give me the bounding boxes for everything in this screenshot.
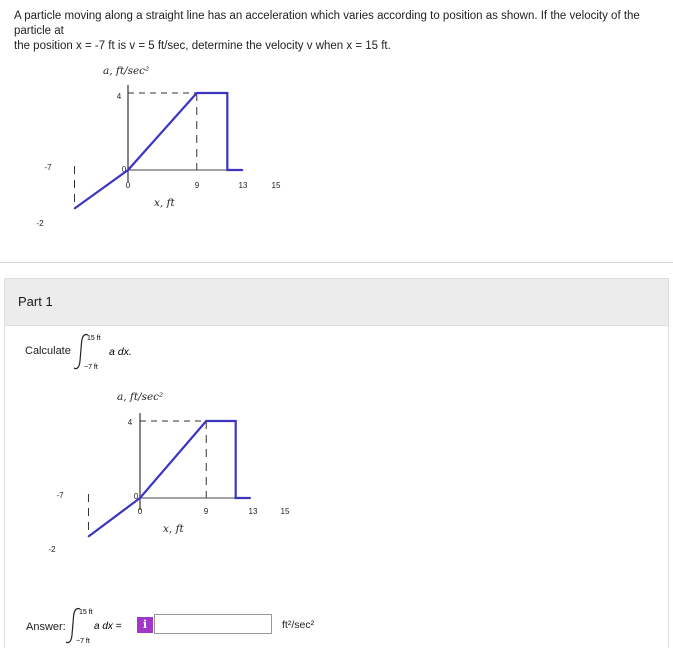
problem-section [0,0,673,263]
acceleration-curve [75,93,243,209]
y-tick-4: 4 [116,92,122,101]
x-tick-0: 0 [137,507,143,516]
origin-label: 0 [133,492,139,501]
curve-point [196,92,198,94]
curve-point [88,536,90,538]
answer-unit: ft²/sec² [282,619,315,631]
answer-integral [64,606,136,646]
curve-point [242,169,244,171]
problem-line-1: A particle moving along a straight line has an acceleration which varies according to position as shown. If the velocity of the particle at [14,10,640,37]
y-axis-label: a, ft/sec² [103,65,150,77]
acceleration-chart-bottom [39,384,339,584]
curve-point [227,92,229,94]
info-icon-button[interactable]: i [137,617,153,633]
calc-integrand: a dx. [109,346,132,358]
y-tick-neg7: -7 [44,163,52,172]
x-axis-label: x, ft [154,197,175,209]
y-tick-neg2: -2 [48,545,56,554]
origin-label: 0 [121,165,127,174]
answer-input[interactable] [154,614,272,634]
acceleration-curve [88,421,250,537]
x-tick-15: 15 [280,507,290,516]
curve-point [139,497,141,499]
answer-integrand: a dx = [94,621,122,632]
calc-upper-limit: 15 ft [87,335,101,342]
y-tick-neg2: -2 [36,219,44,228]
acceleration-chart-top [30,58,330,258]
calc-lower-limit: −7 ft [84,364,98,371]
answer-label: Answer: [26,621,66,633]
section-gap [0,263,673,277]
curve-point [205,420,207,422]
x-axis-label: x, ft [163,523,184,535]
x-tick-9: 9 [203,507,209,516]
x-tick-13: 13 [248,507,258,516]
calculate-integral [72,332,192,372]
problem-statement [14,9,664,54]
y-tick-4: 4 [127,418,133,427]
y-axis-label: a, ft/sec² [117,391,164,403]
curve-point [74,208,76,210]
answer-upper-limit: 15 ft [79,609,93,616]
curve-point [235,497,237,499]
answer-lower-limit: −7 ft [76,638,90,645]
x-tick-0: 0 [125,181,131,190]
curve-point [235,420,237,422]
problem-line-2: the position x = -7 ft is v = 5 ft/sec, determine the velocity v when x = 15 ft. [14,40,391,52]
x-tick-9: 9 [194,181,200,190]
part-1-title: Part 1 [18,294,53,309]
x-tick-13: 13 [238,181,248,190]
x-tick-15: 15 [271,181,281,190]
curve-point [227,169,229,171]
calculate-label: Calculate [25,345,71,357]
curve-point [127,169,129,171]
y-tick-neg7: -7 [56,491,64,500]
part-1-header [4,278,669,326]
curve-point [250,497,252,499]
